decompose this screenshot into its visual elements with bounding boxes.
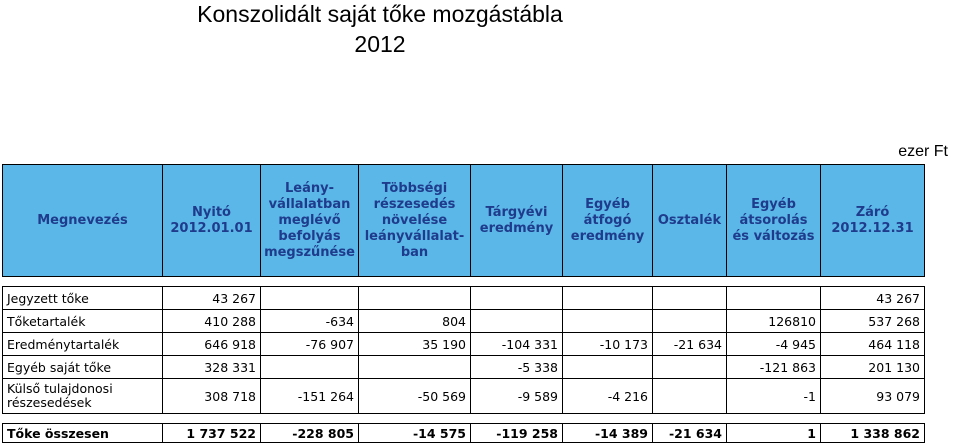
total-cell: 1 [727, 424, 821, 443]
table-cell: 646 918 [163, 333, 261, 356]
total-cell: 1 737 522 [163, 424, 261, 443]
table-cell [563, 287, 653, 310]
table-cell: -4 945 [727, 333, 821, 356]
table-cell: -9 589 [471, 379, 563, 414]
table-cell [653, 310, 727, 333]
title-line-2: 2012 [354, 31, 406, 57]
table-cell: 804 [359, 310, 471, 333]
row-label: Egyéb saját tőke [3, 356, 163, 379]
col-header-other-reclass: Egyéb átsorolás és változás [727, 165, 821, 277]
table-cell [471, 310, 563, 333]
table-cell: 35 190 [359, 333, 471, 356]
table-cell: 126810 [727, 310, 821, 333]
table-cell [653, 379, 727, 414]
table-cell: -4 216 [563, 379, 653, 414]
table-cell: -76 907 [261, 333, 359, 356]
table-row [3, 287, 925, 310]
table-cell: 43 267 [821, 287, 925, 310]
table-cell: -21 634 [653, 333, 727, 356]
table-cell: -121 863 [727, 356, 821, 379]
table-cell: 308 718 [163, 379, 261, 414]
table-cell [653, 356, 727, 379]
spacer-row [3, 277, 925, 287]
total-cell: -14 575 [359, 424, 471, 443]
table-row [3, 333, 925, 356]
row-label: Eredménytartalék [3, 333, 163, 356]
table-cell: -151 264 [261, 379, 359, 414]
table-cell [727, 287, 821, 310]
table-cell: -5 338 [471, 356, 563, 379]
row-label: Tőketartalék [3, 310, 163, 333]
table-cell [563, 356, 653, 379]
total-cell: 1 338 862 [821, 424, 925, 443]
unit-label: ezer Ft [898, 143, 948, 160]
col-header-name: Megnevezés [3, 165, 163, 277]
table-cell [359, 356, 471, 379]
table-cell: 201 130 [821, 356, 925, 379]
table-cell: 328 331 [163, 356, 261, 379]
row-label: Külső tulajdonosi részesedések [3, 379, 163, 414]
table-cell: 43 267 [163, 287, 261, 310]
table-row [3, 379, 925, 414]
document-title [0, 0, 760, 60]
table-cell: -10 173 [563, 333, 653, 356]
table-cell [359, 287, 471, 310]
col-header-current-result: Tárgyévi eredmény [471, 165, 563, 277]
table-cell [653, 287, 727, 310]
header-row [3, 165, 925, 277]
col-header-opening: Nyitó 2012.01.01 [163, 165, 261, 277]
title-line-1: Konszolidált saját tőke mozgástábla [197, 1, 563, 27]
table-cell: -634 [261, 310, 359, 333]
table-cell: -1 [727, 379, 821, 414]
table-cell: 93 079 [821, 379, 925, 414]
table-cell: -104 331 [471, 333, 563, 356]
table-cell: -50 569 [359, 379, 471, 414]
total-cell: -119 258 [471, 424, 563, 443]
col-header-majority-increase: Többségi részesedés növelése leányvállalat-ban [359, 165, 471, 277]
row-label: Jegyzett tőke [3, 287, 163, 310]
table-cell [261, 287, 359, 310]
table-row [3, 310, 925, 333]
total-cell: -228 805 [261, 424, 359, 443]
equity-movement-table [2, 164, 925, 443]
table-cell [261, 356, 359, 379]
table-cell: 464 118 [821, 333, 925, 356]
table-cell: 410 288 [163, 310, 261, 333]
col-header-other-comprehensive: Egyéb átfogó eredmény [563, 165, 653, 277]
total-row [3, 424, 925, 443]
total-cell: -14 389 [563, 424, 653, 443]
total-cell: -21 634 [653, 424, 727, 443]
total-label: Tőke összesen [3, 424, 163, 443]
spacer-row [3, 414, 925, 424]
table-cell [471, 287, 563, 310]
col-header-subsidiary-loss: Leány-vállalatban meglévő befolyás megszűnése [261, 165, 359, 277]
table-cell: 537 268 [821, 310, 925, 333]
col-header-closing: Záró 2012.12.31 [821, 165, 925, 277]
table-row [3, 356, 925, 379]
col-header-dividend: Osztalék [653, 165, 727, 277]
table-cell [563, 310, 653, 333]
